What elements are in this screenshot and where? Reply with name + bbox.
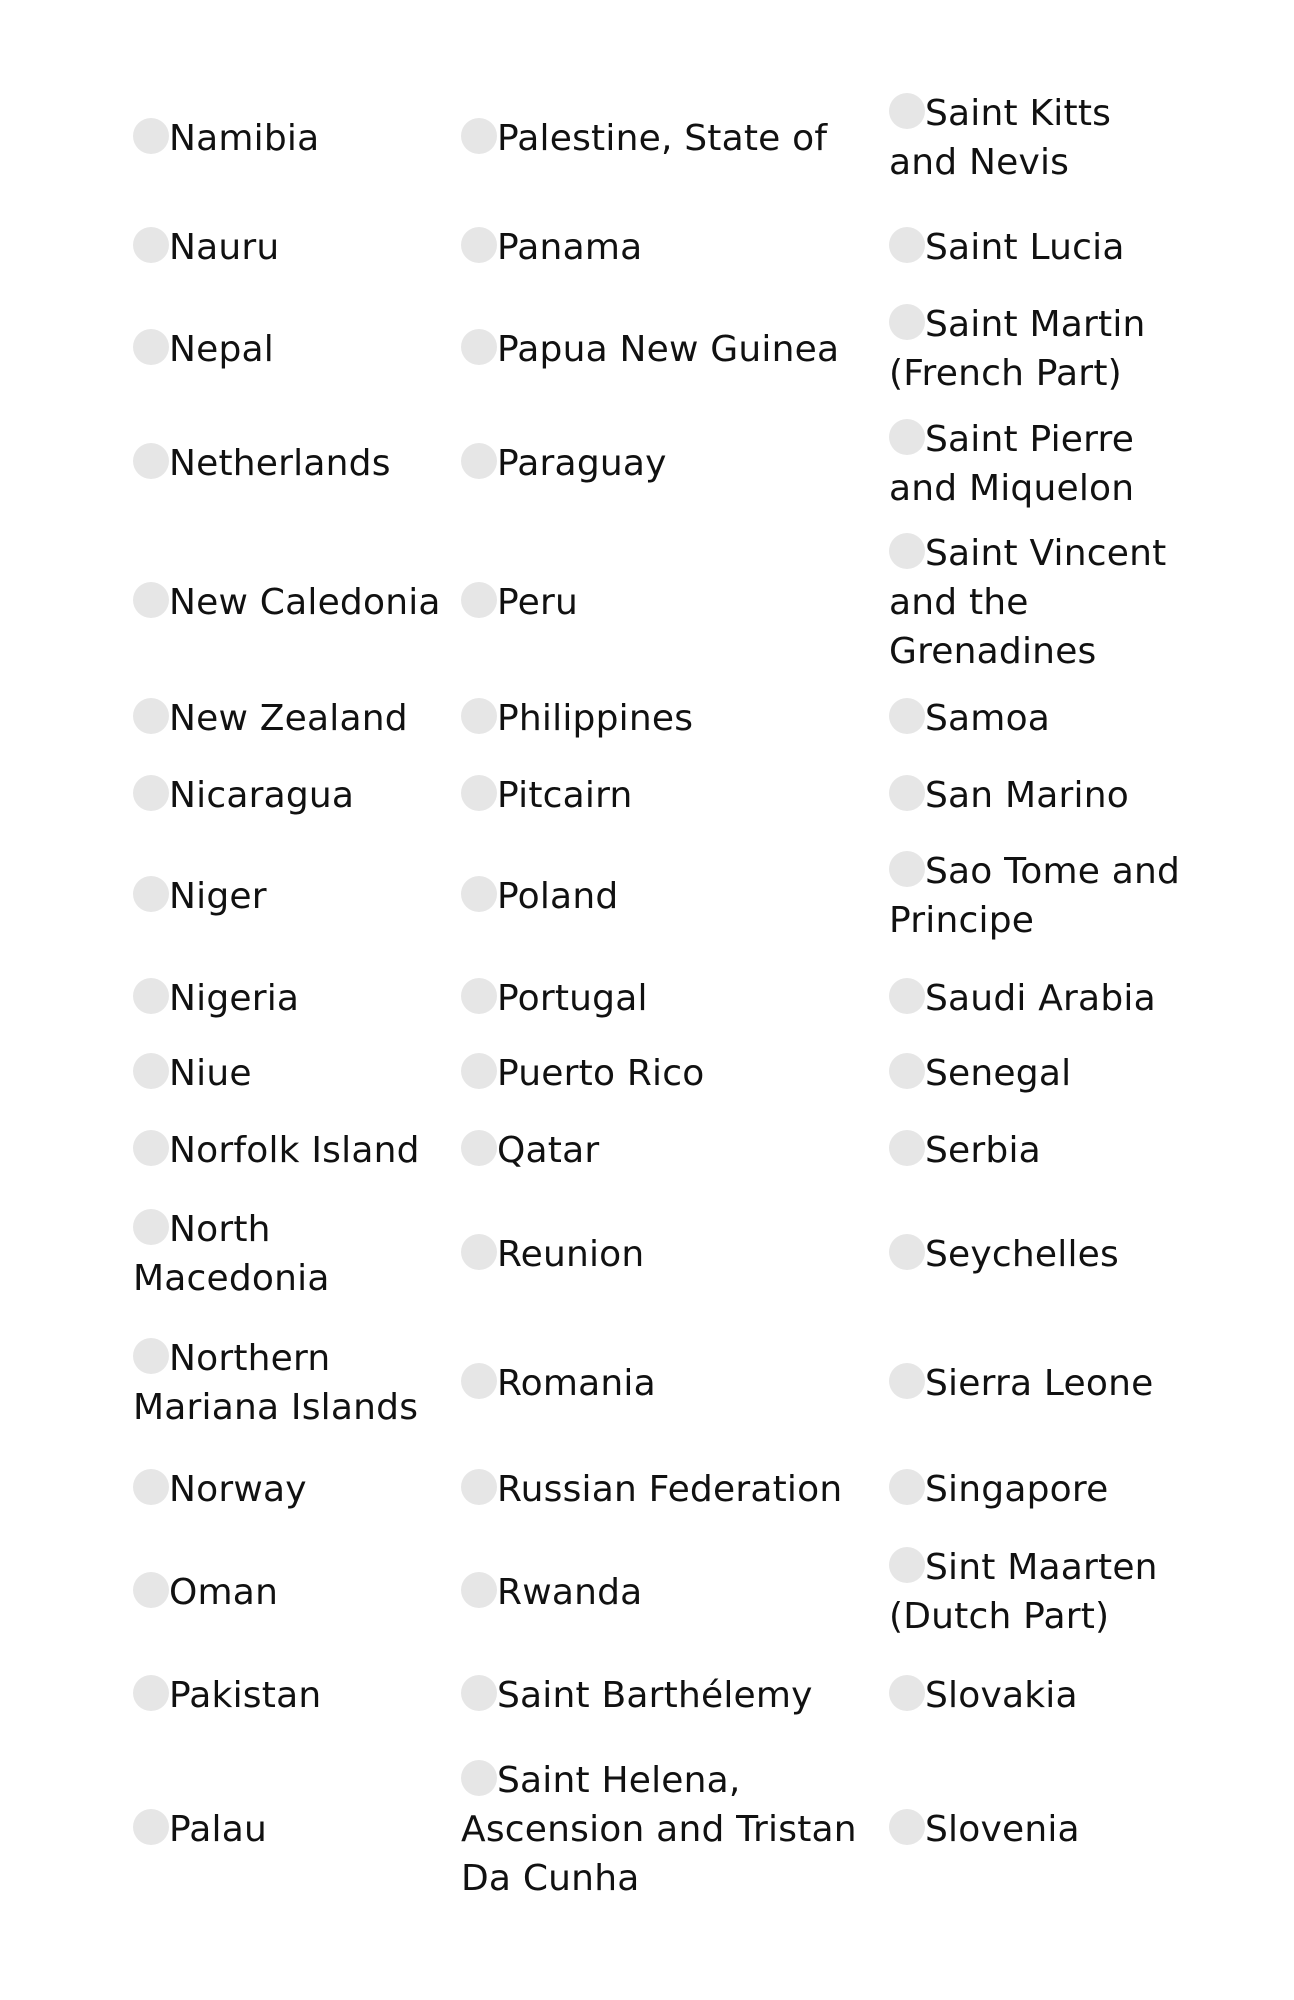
- country-option[interactable]: [889, 1110, 1189, 1190]
- country-option[interactable]: [461, 1036, 861, 1110]
- country-option-label: [461, 325, 839, 374]
- country-option-label: [889, 1805, 1080, 1854]
- country-option-label: [889, 89, 1189, 187]
- country-name: Oman: [169, 1571, 279, 1613]
- country-name: Papua New Guinea: [497, 328, 840, 370]
- country-option[interactable]: [889, 1654, 1189, 1736]
- country-option-label: [889, 300, 1189, 398]
- country-name: Slovakia: [925, 1674, 1078, 1716]
- country-name: San Marino: [925, 774, 1129, 816]
- country-option[interactable]: [133, 527, 453, 678]
- radio-button[interactable]: [889, 1469, 925, 1505]
- country-option[interactable]: [461, 1318, 861, 1448]
- country-option[interactable]: [461, 527, 861, 678]
- country-option-label: [133, 771, 354, 820]
- radio-button[interactable]: [461, 1469, 497, 1505]
- radio-button[interactable]: [461, 118, 497, 154]
- radio-button[interactable]: [889, 419, 925, 455]
- country-option-label: [889, 847, 1189, 945]
- country-option-label: [133, 578, 441, 627]
- country-name: Saint Pierre and Miquelon: [889, 418, 1135, 509]
- country-name: Niue: [169, 1052, 252, 1094]
- country-option[interactable]: [461, 196, 861, 298]
- country-name: Northern Mariana Islands: [133, 1338, 419, 1428]
- country-option-label: [461, 1465, 842, 1514]
- country-option[interactable]: [461, 1448, 861, 1530]
- country-option-label: [133, 1334, 453, 1432]
- radio-button[interactable]: [461, 329, 497, 365]
- country-name: Panama: [497, 226, 643, 268]
- country-option-label: [889, 415, 1189, 513]
- country-option[interactable]: [889, 1530, 1189, 1654]
- radio-button[interactable]: [461, 775, 497, 811]
- country-option[interactable]: [889, 527, 1189, 678]
- radio-button[interactable]: [133, 1675, 169, 1711]
- radio-button[interactable]: [461, 1675, 497, 1711]
- country-option-label: [461, 872, 618, 921]
- country-name: North Macedonia: [133, 1209, 330, 1299]
- country-name: Netherlands: [169, 443, 391, 484]
- country-option[interactable]: [889, 400, 1189, 527]
- radio-button[interactable]: [461, 1572, 497, 1608]
- country-option-label: [461, 771, 632, 820]
- country-name: Saudi Arabia: [925, 977, 1156, 1019]
- radio-button[interactable]: [133, 698, 169, 734]
- country-option[interactable]: [461, 1530, 861, 1654]
- radio-button[interactable]: [133, 582, 169, 618]
- radio-button[interactable]: [889, 978, 925, 1014]
- radio-button[interactable]: [133, 1469, 169, 1505]
- country-option[interactable]: [133, 196, 453, 298]
- radio-button[interactable]: [461, 978, 497, 1014]
- country-option[interactable]: [133, 1736, 453, 1922]
- country-option[interactable]: [889, 1736, 1189, 1922]
- country-name: Portugal: [497, 977, 648, 1019]
- country-option[interactable]: [133, 1036, 453, 1110]
- radio-button[interactable]: [889, 851, 925, 887]
- radio-button[interactable]: [889, 1809, 925, 1845]
- country-name: Namibia: [169, 117, 320, 159]
- country-name: Rwanda: [497, 1571, 643, 1613]
- country-name: Nigeria: [169, 977, 300, 1019]
- country-name: Sierra Leone: [925, 1362, 1154, 1404]
- radio-button[interactable]: [133, 227, 169, 263]
- country-option-label: [889, 529, 1189, 676]
- radio-button[interactable]: [461, 1130, 497, 1166]
- country-option-label: [889, 771, 1129, 820]
- country-option[interactable]: [461, 298, 861, 400]
- country-name: Saint Barthélemy: [497, 1674, 813, 1716]
- country-option-label: [133, 114, 319, 163]
- country-option-label: [461, 1126, 599, 1175]
- radio-button[interactable]: [889, 1130, 925, 1166]
- country-name: Senegal: [925, 1052, 1072, 1094]
- country-option-label: [461, 114, 827, 163]
- country-option-label: [461, 1359, 656, 1408]
- country-name: Paraguay: [497, 443, 667, 484]
- country-option[interactable]: [461, 1110, 861, 1190]
- radio-button[interactable]: [133, 1572, 169, 1608]
- country-option[interactable]: [461, 832, 861, 960]
- country-option[interactable]: [461, 80, 861, 196]
- country-option-label: [133, 325, 274, 374]
- radio-button[interactable]: [889, 533, 925, 569]
- country-name: Saint Helena, Ascension and Tristan Da Cunha: [461, 1759, 857, 1899]
- country-name: Russian Federation: [497, 1468, 843, 1510]
- country-name: Pitcairn: [497, 774, 633, 816]
- country-option-label: [889, 694, 1050, 743]
- radio-button[interactable]: [133, 775, 169, 811]
- country-name: Romania: [497, 1362, 656, 1404]
- country-option-label: [461, 694, 693, 743]
- country-option[interactable]: [133, 960, 453, 1036]
- country-option-label: [889, 1049, 1071, 1098]
- country-option[interactable]: [461, 960, 861, 1036]
- radio-button[interactable]: [461, 582, 497, 618]
- country-option-label: [133, 1126, 420, 1175]
- country-option-label: [461, 1671, 813, 1720]
- radio-button[interactable]: [461, 1363, 497, 1399]
- country-option[interactable]: [133, 1190, 453, 1318]
- country-option-label: [133, 439, 391, 488]
- country-option[interactable]: [889, 1318, 1189, 1448]
- country-option-label: [133, 223, 279, 272]
- radio-button[interactable]: [461, 1053, 497, 1089]
- country-name: Sao Tome and Principe: [889, 851, 1181, 941]
- radio-button[interactable]: [461, 1234, 497, 1270]
- country-option-label: [889, 1230, 1119, 1279]
- country-name: Puerto Rico: [497, 1052, 705, 1094]
- radio-button[interactable]: [133, 1130, 169, 1166]
- country-option[interactable]: [889, 1036, 1189, 1110]
- radio-button[interactable]: [889, 304, 925, 340]
- country-name: Norfolk Island: [169, 1129, 420, 1171]
- country-name: New Zealand: [169, 697, 408, 739]
- country-option[interactable]: [133, 1110, 453, 1190]
- country-option[interactable]: [889, 196, 1189, 298]
- radio-button[interactable]: [461, 876, 497, 912]
- radio-button[interactable]: [133, 443, 169, 479]
- country-option-label: [889, 1126, 1041, 1175]
- country-name: Norway: [169, 1468, 307, 1510]
- radio-button[interactable]: [889, 1547, 925, 1583]
- country-name: Poland: [497, 875, 619, 917]
- radio-button[interactable]: [889, 698, 925, 734]
- country-name: Slovenia: [925, 1808, 1080, 1850]
- country-name: Saint Lucia: [925, 226, 1125, 268]
- country-option-label: [461, 578, 578, 627]
- radio-button[interactable]: [889, 1675, 925, 1711]
- country-name: Philippines: [497, 697, 694, 739]
- radio-button[interactable]: [133, 118, 169, 154]
- radio-button[interactable]: [889, 227, 925, 263]
- country-name: Peru: [497, 582, 578, 623]
- country-name: Palestine, State of: [497, 117, 828, 159]
- country-option[interactable]: [889, 960, 1189, 1036]
- country-option-label: [461, 1756, 861, 1903]
- country-name: Seychelles: [925, 1233, 1119, 1275]
- country-name: Sint Maarten (Dutch Part): [889, 1547, 1158, 1637]
- country-name: Pakistan: [169, 1674, 322, 1716]
- radio-button[interactable]: [133, 1209, 169, 1245]
- radio-button[interactable]: [889, 93, 925, 129]
- country-name: Samoa: [925, 697, 1051, 739]
- country-option[interactable]: [461, 1190, 861, 1318]
- country-option[interactable]: [889, 298, 1189, 400]
- country-option-label: [461, 1230, 644, 1279]
- country-name: Saint Vincent and the Grenadines: [889, 533, 1167, 672]
- country-option[interactable]: [133, 678, 453, 758]
- radio-button[interactable]: [133, 978, 169, 1014]
- country-name: Nepal: [169, 328, 274, 370]
- country-option-label: [889, 1671, 1078, 1720]
- country-option-label: [889, 974, 1156, 1023]
- radio-button[interactable]: [461, 1760, 497, 1796]
- country-option[interactable]: [889, 678, 1189, 758]
- radio-button[interactable]: [461, 227, 497, 263]
- country-option[interactable]: [133, 1448, 453, 1530]
- radio-button[interactable]: [133, 329, 169, 365]
- country-name: Nauru: [169, 226, 280, 268]
- country-option[interactable]: [133, 832, 453, 960]
- country-option-label: [461, 974, 648, 1023]
- country-option-label: [461, 439, 667, 488]
- country-option[interactable]: [461, 1736, 861, 1922]
- country-option-label: [133, 1671, 321, 1720]
- country-option[interactable]: [133, 1530, 453, 1654]
- radio-button[interactable]: [889, 775, 925, 811]
- country-option[interactable]: [133, 1318, 453, 1448]
- country-name: Qatar: [497, 1129, 600, 1171]
- radio-button[interactable]: [889, 1234, 925, 1270]
- radio-button[interactable]: [461, 443, 497, 479]
- country-option-label: [889, 223, 1125, 272]
- radio-button[interactable]: [133, 876, 169, 912]
- country-name: Palau: [169, 1808, 268, 1850]
- country-option[interactable]: [889, 1190, 1189, 1318]
- country-name: Nicaragua: [169, 774, 355, 816]
- country-option[interactable]: [133, 1654, 453, 1736]
- country-option-label: [133, 1049, 252, 1098]
- country-option[interactable]: [889, 758, 1189, 832]
- country-name: New Caledonia: [169, 582, 441, 623]
- country-option[interactable]: [133, 298, 453, 400]
- country-option-label: [461, 1049, 704, 1098]
- country-option-label: [133, 872, 267, 921]
- country-name: Saint Martin (French Part): [889, 304, 1146, 394]
- country-option-label: [133, 1805, 267, 1854]
- country-name: Saint Kitts and Nevis: [889, 93, 1112, 183]
- radio-button[interactable]: [889, 1053, 925, 1089]
- country-option[interactable]: [461, 1654, 861, 1736]
- country-name: Reunion: [497, 1233, 645, 1275]
- country-name: Serbia: [925, 1129, 1041, 1171]
- country-name: Niger: [169, 875, 267, 917]
- radio-button[interactable]: [133, 1809, 169, 1845]
- country-option-label: [133, 1568, 278, 1617]
- country-option[interactable]: [461, 758, 861, 832]
- radio-button[interactable]: [461, 698, 497, 734]
- country-option[interactable]: [461, 400, 861, 527]
- country-name: Singapore: [925, 1468, 1109, 1510]
- country-option[interactable]: [133, 400, 453, 527]
- country-option-label: [133, 974, 299, 1023]
- country-option[interactable]: [889, 1448, 1189, 1530]
- radio-button[interactable]: [133, 1338, 169, 1374]
- country-option[interactable]: [133, 80, 453, 196]
- country-option-label: [133, 1205, 453, 1303]
- radio-button[interactable]: [889, 1363, 925, 1399]
- country-option[interactable]: [133, 758, 453, 832]
- country-option[interactable]: [889, 832, 1189, 960]
- country-option-label: [133, 694, 408, 743]
- country-option[interactable]: [461, 678, 861, 758]
- country-option-label: [889, 1543, 1189, 1641]
- country-option-label: [461, 1568, 642, 1617]
- country-option[interactable]: [889, 80, 1189, 196]
- country-option-label: [461, 223, 642, 272]
- country-option-label: [889, 1359, 1153, 1408]
- radio-button[interactable]: [133, 1053, 169, 1089]
- country-option-label: [133, 1465, 307, 1514]
- country-option-label: [889, 1465, 1108, 1514]
